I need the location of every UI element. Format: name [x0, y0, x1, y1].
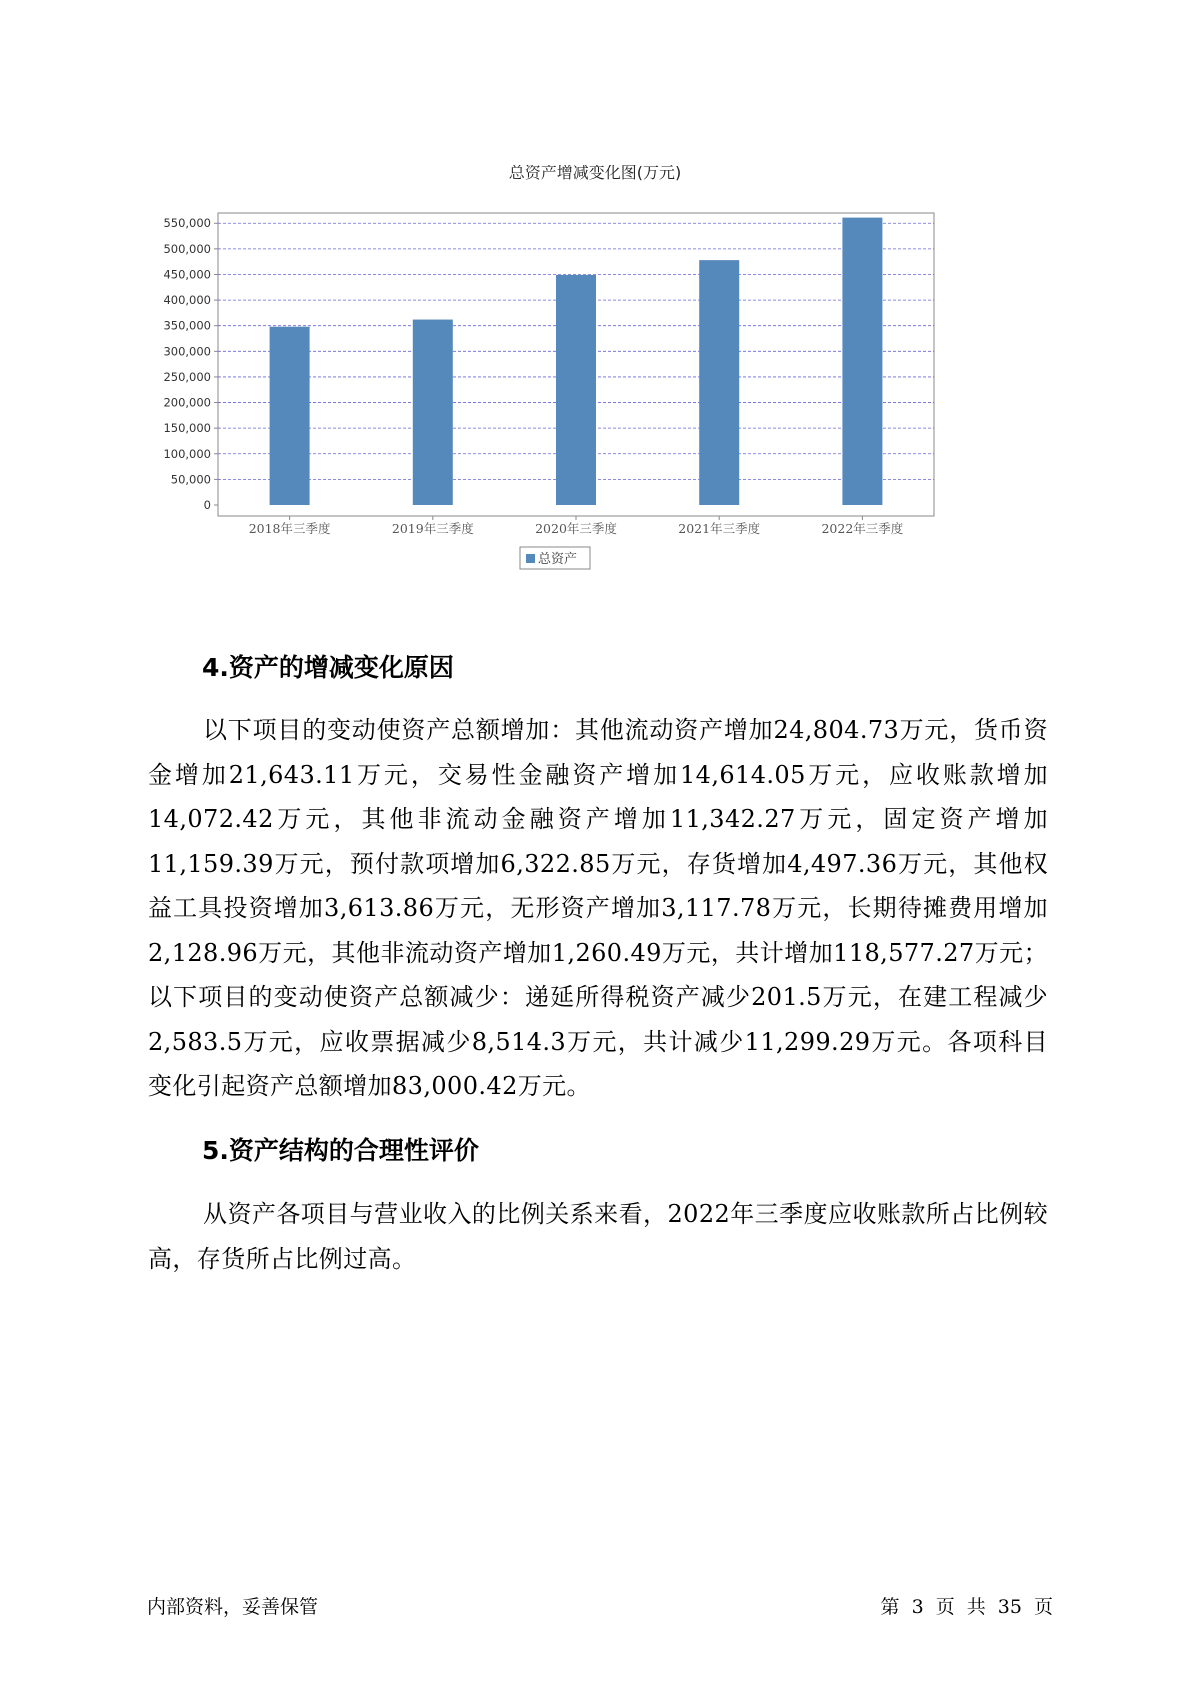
x-tick-label: 2020年三季度	[535, 521, 617, 536]
y-tick-label: 250,000	[163, 369, 211, 384]
y-tick-label: 400,000	[163, 293, 211, 308]
section-4-body: 以下项目的变动使资产总额增加：其他流动资产增加24,804.73万元，货币资金增加21,643.11万元，交易性金融资产增加14,614.05万元，应收账款增加14,072.42万元，其他非流动金融资产增加11,342.27万元，固定资产增加11,159.39万元，预付款项增加6,322.85万元，存货增加4,497.36万元，其他权益工具投资增加3,613.86万元，无形资产增加3,117.78万元，长期待摊费用增加2,128.96万元，其他非流动资产增加1,260.49万元，共计增加118,577.27万元；以下项目的变动使资产总额减少：递延所得税资产减少201.5万元，在建工程减少2,583.5万元，应收票据减少8,514.3万元，共计减少11,299.29万元。各项科目变化引起资产总额增加83,000.42万元。	[148, 716, 1048, 1100]
y-tick-label: 300,000	[163, 344, 211, 359]
bar-3	[556, 275, 596, 505]
total-assets-chart	[150, 165, 1040, 625]
x-tick-label: 2022年三季度	[821, 521, 904, 536]
y-tick-label: 100,000	[163, 446, 211, 461]
x-tick-label: 2018年三季度	[248, 521, 331, 536]
chart-title: 总资产增减变化图(万元)	[508, 165, 682, 182]
section-4-heading: 4.资产的增减变化原因	[202, 653, 454, 682]
y-tick-label: 350,000	[163, 318, 211, 333]
bar-2	[413, 320, 453, 505]
bar-1	[270, 327, 310, 505]
y-tick-label: 500,000	[163, 241, 211, 256]
legend-swatch	[526, 554, 535, 563]
x-tick-label: 2021年三季度	[678, 521, 761, 536]
bar-5	[842, 218, 882, 505]
footer-confidential-note: 内部资料，妥善保管	[147, 1596, 319, 1618]
legend-label: 总资产	[538, 552, 578, 567]
y-tick-label: 550,000	[163, 216, 211, 231]
y-tick-label: 50,000	[170, 472, 211, 487]
section-5-heading: 5.资产结构的合理性评价	[202, 1136, 479, 1165]
x-tick-label: 2019年三季度	[391, 521, 474, 536]
y-tick-label: 0	[203, 498, 211, 512]
footer-page-number: 第 3 页 共 35 页	[880, 1596, 1053, 1618]
bar-4	[699, 260, 739, 505]
y-tick-label: 150,000	[163, 421, 211, 436]
section-5-body: 从资产各项目与营业收入的比例关系来看，2022年三季度应收账款所占比例较高，存货所占比例过高。	[148, 1200, 1048, 1273]
y-tick-label: 450,000	[163, 267, 211, 282]
chart-svg	[150, 165, 1040, 625]
y-tick-label: 200,000	[163, 395, 211, 410]
